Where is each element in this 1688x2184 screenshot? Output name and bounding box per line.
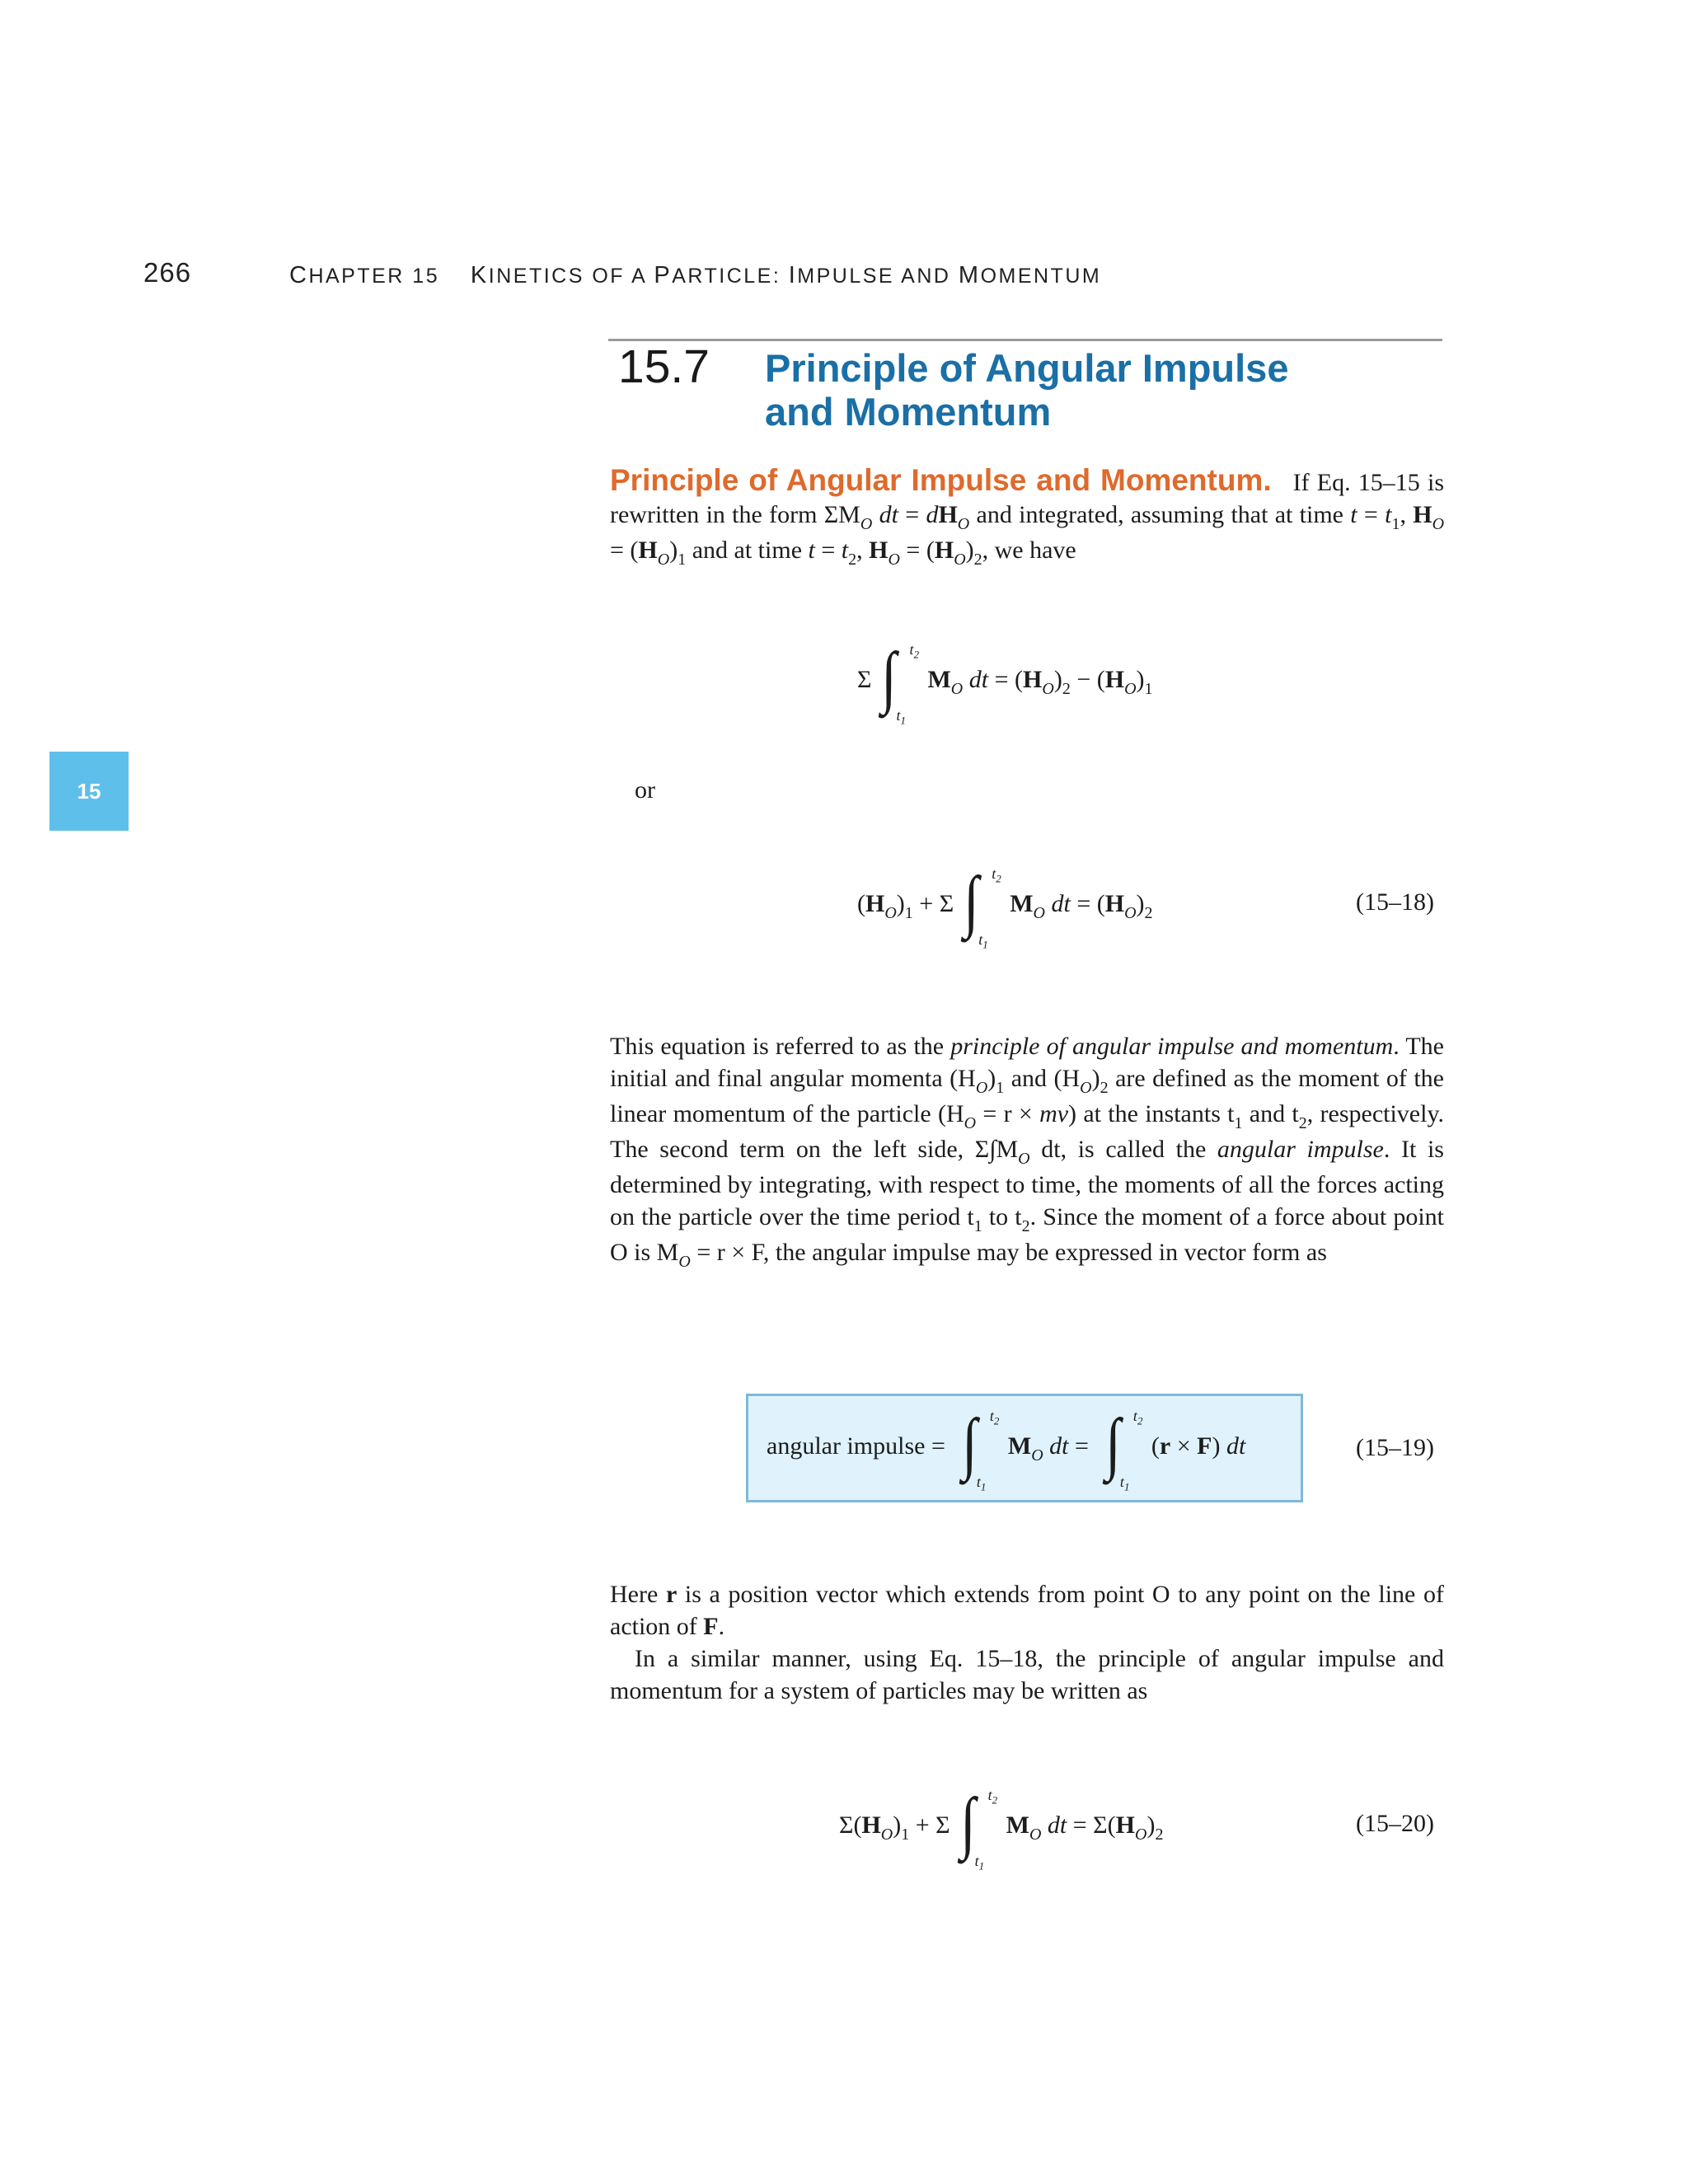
or-connector: or xyxy=(635,776,655,804)
emphasis: mv xyxy=(1039,1100,1069,1127)
equation-number-15-18: (15–18) xyxy=(1356,888,1434,916)
running-head-part: MPULSE AND xyxy=(797,265,959,288)
running-head-part: P xyxy=(654,262,673,288)
body-paragraph-system: In a similar manner, using Eq. 15–18, the principle of angular impulse and momentum for a system of particles may be written as xyxy=(610,1645,1444,1704)
text-run: , respectively. The second term on the left side, Σ∫M xyxy=(610,1100,1445,1163)
running-head-part: HAPTER 15 xyxy=(308,265,440,288)
text-run: . It is determined by integrating, with respect to time, the moments of all the forces acting on the particle over the time period t xyxy=(610,1136,1444,1230)
text-run: is a position vector which extends from point O to any point on the line of action of xyxy=(610,1581,1444,1640)
text-run: = r × xyxy=(976,1100,1040,1127)
equation-number-15-19: (15–19) xyxy=(1356,1434,1434,1461)
integral-sign: ∫ $t_2$ $t_1$ xyxy=(881,639,919,727)
text-run: If Eq. 15–15 is rewritten in the form ΣM xyxy=(610,469,1444,528)
text-run: . Since the moment of a force about point O is M xyxy=(610,1203,1444,1266)
running-head-part: M xyxy=(958,262,981,288)
equation-angular-impulse-integral: Σ ∫ $t_2$ $t_1$ $M_O$ dt = $(H_O)_2 - (H_O)_1$ xyxy=(857,639,1153,727)
chapter-margin-tab-label: 15 xyxy=(77,779,101,804)
integral-sign: ∫ $t_2$ $t_1$ xyxy=(964,863,1001,951)
section-number: 15.7 xyxy=(618,340,710,393)
running-head-part: ARTICLE: xyxy=(672,265,789,288)
equation-15-20: $\Sigma(H_O)_1 + \Sigma$ ∫ $t_2$ $t_1$ $M_O$ dt = $\Sigma(H_O)_2$ xyxy=(839,1784,1164,1872)
intro-paragraph: Principle of Angular Impulse and Momentum. If Eq. 15–15 is rewritten in the form $\Sigma M_O$ dt = $dH_O$ and integrated, assuming that at time $t = t_1$, $H_O = (H_O)_1$ and at time $t = t_2$, $H_O = (H_O)_2$, we have xyxy=(610,463,1445,569)
text-run: we have xyxy=(994,537,1076,564)
running-head-part: K xyxy=(470,262,489,288)
integral-sign: ∫ $t_2$ $t_1$ xyxy=(1105,1405,1143,1493)
running-head-part: I xyxy=(788,262,798,288)
angular-impulse-label: angular impulse = xyxy=(767,1432,945,1460)
body-paragraph-position-vector: Here r is a position vector which extends from point O to any point on the line of action of F. In a similar manner, using Eq. 15–18, the principle of angular impulse and momentum for a system of particles may be written as xyxy=(610,1578,1444,1707)
running-head-part: INETICS OF A xyxy=(488,265,654,288)
text-run: to t xyxy=(982,1203,1022,1230)
running-head-part: OMENTUM xyxy=(980,265,1102,288)
text-run: and integrated, assuming that at time xyxy=(976,501,1343,528)
text-run: Here xyxy=(610,1581,666,1608)
text-run: This equation is referred to as the xyxy=(610,1033,951,1060)
text-run: dt, is called the xyxy=(1029,1136,1217,1163)
subsection-heading: Principle of Angular Impulse and Momentum. xyxy=(610,463,1272,497)
equation-15-18: $(H_O)_1 + \Sigma$ ∫ $t_2$ $t_1$ $M_O$ dt = $(H_O)_2$ xyxy=(857,863,1153,951)
equation-15-19: angular impulse = ∫ $t_2$ $t_1$ $M_O$ dt = ∫ $t_2$ $t_1$ (r × F) dt xyxy=(767,1405,1246,1493)
text-run: = r × F, the angular impulse may be expressed in vector form as xyxy=(690,1239,1327,1266)
emphasis: principle of angular impulse and momentum xyxy=(950,1033,1394,1060)
section-title-line-2: and Momentum xyxy=(765,390,1052,434)
section-title xyxy=(765,346,1288,434)
text-run: and (H xyxy=(1004,1065,1081,1092)
chapter-margin-tab xyxy=(49,752,129,831)
section-title-line-1: Principle of Angular Impulse xyxy=(765,346,1289,390)
integral-sign: ∫ $t_2$ $t_1$ xyxy=(962,1405,1000,1493)
page-number: 266 xyxy=(143,257,192,288)
running-head xyxy=(289,262,1101,289)
running-head-part: C xyxy=(289,262,309,288)
text-run: and t xyxy=(1242,1100,1299,1127)
emphasis: angular impulse xyxy=(1217,1136,1384,1163)
section-rule xyxy=(608,339,1442,341)
body-paragraph-principle: This equation is referred to as the principle of angular impulse and momentum. The initial and final angular momenta $(H_O)_1$ and $(H_O)_2$ are defined as the moment of the linear momentum of the particle $(H_O = r \times mv)$ at the instants $t_1$ and $t_2$, respectively. The second term on the left side, $\Sigma\int M_O$ dt, is called the angular impulse. It is determined by integrating, with respect to time, the moments of all the forces acting on the particle over the time period $t_1$ to $t_2$. Since the moment of a force about point O is $M_O = r \times F$, the angular impulse may be expressed in vector form as xyxy=(610,1033,1445,1271)
text-run: ) at the instants t xyxy=(1068,1100,1235,1127)
integral-sign: ∫ $t_2$ $t_1$ xyxy=(959,1784,998,1872)
text-run: . The initial and final angular momenta (H xyxy=(610,1033,1444,1092)
equation-number-15-20: (15–20) xyxy=(1356,1810,1434,1837)
text-run: and at time xyxy=(692,537,803,564)
text-run: are defined as the moment of the linear momentum of the particle (H xyxy=(610,1065,1444,1127)
